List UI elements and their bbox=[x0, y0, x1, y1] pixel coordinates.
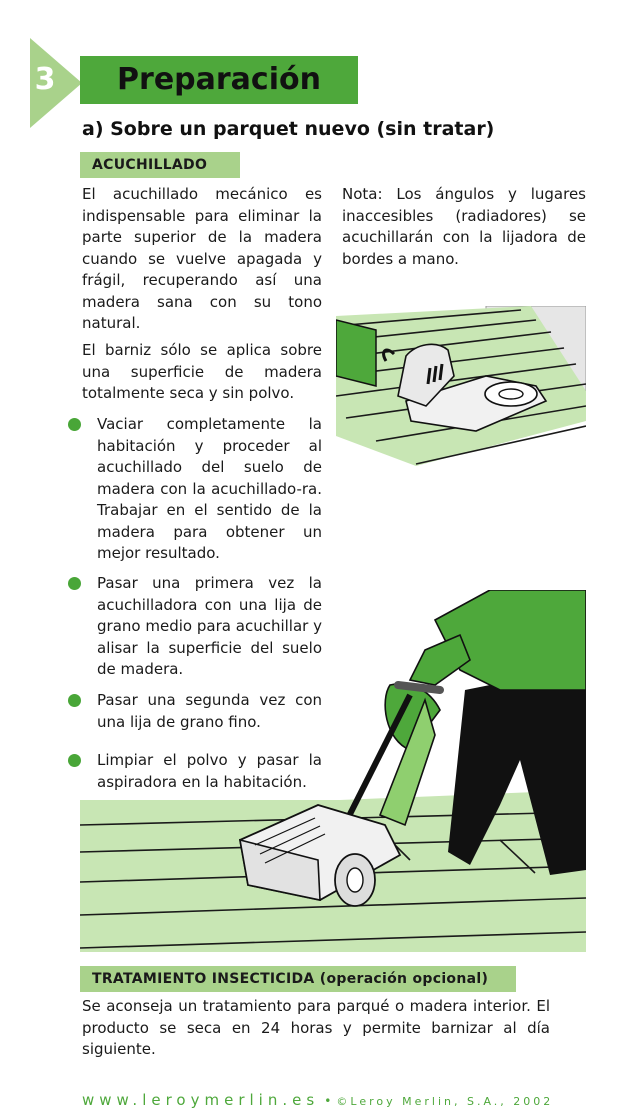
bullet-item-1: Vaciar completamente la habitación y proceder al acuchillado del suelo de madera con la acuchillado-ra. Trabajar en el sentido de la madera para obtener un mejor resultado. bbox=[97, 415, 322, 562]
tag-rest-text: (operación opcional) bbox=[314, 971, 489, 987]
floor-sander-with-operator-illustration bbox=[80, 590, 586, 952]
footer-separator: • bbox=[324, 1094, 332, 1108]
footer-website-link[interactable]: www.leroymerlin.es bbox=[82, 1091, 320, 1109]
paragraph-barniz: El barniz sólo se aplica sobre una superficie de madera totalmente seca y sin polvo. bbox=[82, 341, 322, 402]
bullet-item-4: Limpiar el polvo y pasar la aspiradora en la habitación. bbox=[97, 751, 322, 791]
section-tag-tratamiento bbox=[80, 966, 516, 992]
footer bbox=[82, 1090, 562, 1109]
step-number: 3 bbox=[34, 62, 56, 97]
page-title: Preparación bbox=[117, 62, 321, 97]
bullet-dot-icon bbox=[68, 418, 81, 431]
section-subtitle: a) Sobre un parquet nuevo (sin tratar) bbox=[82, 118, 495, 140]
paragraph-acuchillado: El acuchillado mecánico es indispensable para eliminar la parte superior de la madera cuando se vuelve apagada y frágil, recuperando así una madera sana con su tono natural. bbox=[82, 185, 322, 332]
tag-bold-text: TRATAMIENTO INSECTICIDA bbox=[92, 971, 315, 987]
bullet-dot-icon bbox=[68, 577, 81, 590]
edge-sander-illustration bbox=[336, 306, 586, 466]
bullet-item-2: Pasar una primera vez la acuchilladora con una lija de grano medio para acuchillar y alisar la superficie del suelo de madera. bbox=[97, 574, 322, 678]
footer-copyright: ©Leroy Merlin, S.A., 2002 bbox=[336, 1095, 554, 1108]
note-text: Nota: Los ángulos y lugares inaccesibles (radiadores) se acuchillarán con la lijadora de bordes a mano. bbox=[342, 185, 586, 268]
paragraph-tratamiento: Se aconseja un tratamiento para parqué o madera interior. El producto se seca en 24 horas y permite barnizar al día siguiente. bbox=[82, 997, 550, 1058]
bullet-item-3: Pasar una segunda vez con una lija de grano fino. bbox=[97, 691, 322, 731]
section-tag-acuchillado: ACUCHILLADO bbox=[80, 152, 240, 178]
